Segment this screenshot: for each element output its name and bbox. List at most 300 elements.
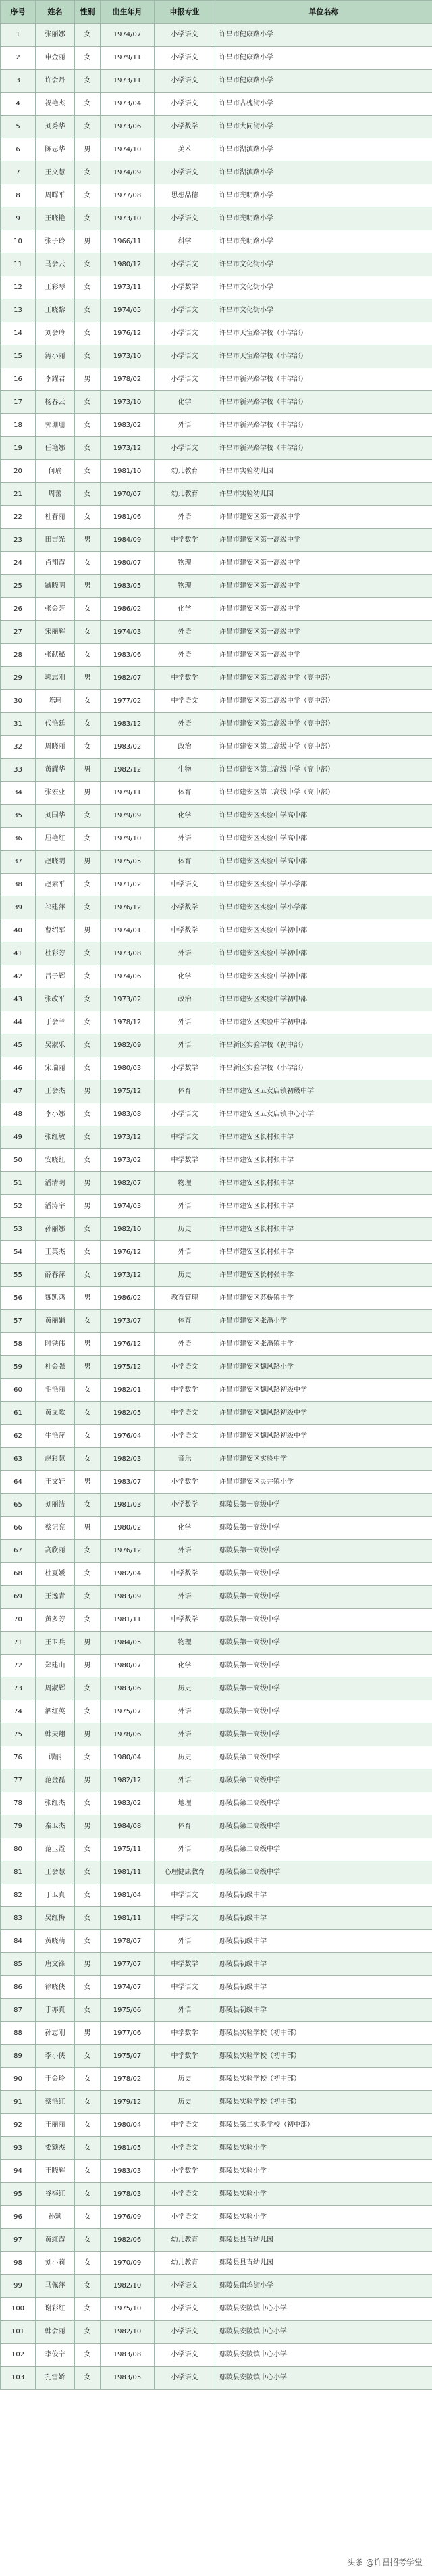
cell-index: 13 <box>1 299 36 322</box>
cell-major: 体育 <box>155 1310 215 1333</box>
cell-name: 张子玲 <box>36 230 75 253</box>
cell-unit: 许昌市建安区第二高级中学（高中部） <box>215 713 432 736</box>
table-row <box>1 2229 432 2252</box>
cell-gender: 女 <box>75 1586 101 1609</box>
cell-gender: 女 <box>75 460 101 483</box>
cell-major: 小学语文 <box>155 47 215 70</box>
cell-unit: 许昌市光明路小学 <box>215 230 432 253</box>
table-row <box>1 1838 432 1861</box>
cell-index: 94 <box>1 2160 36 2183</box>
table-row <box>1 1609 432 1632</box>
cell-gender: 女 <box>75 1241 101 1264</box>
cell-index: 83 <box>1 1907 36 1930</box>
cell-gender: 女 <box>75 345 101 368</box>
cell-birth: 1971/02 <box>101 874 155 896</box>
cell-index: 60 <box>1 1379 36 1402</box>
cell-major: 小学语文 <box>155 253 215 276</box>
table-row <box>1 161 432 184</box>
header-row <box>1 1 432 24</box>
table-row <box>1 598 432 621</box>
cell-unit: 许昌市建安区灵井镇小学 <box>215 1471 432 1494</box>
cell-unit: 鄢陵县实验小学 <box>215 2206 432 2229</box>
header-cell-name: 姓名 <box>36 1 75 24</box>
cell-unit: 许昌市光明路小学 <box>215 184 432 207</box>
cell-major: 中学语文 <box>155 1907 215 1930</box>
cell-birth: 1974/09 <box>101 161 155 184</box>
cell-unit: 鄢陵县安陵镇中心小学 <box>215 2321 432 2344</box>
cell-gender: 女 <box>75 1861 101 1884</box>
cell-unit: 许昌市新兴路学校（中学部） <box>215 437 432 460</box>
cell-birth: 1982/12 <box>101 759 155 782</box>
cell-index: 38 <box>1 874 36 896</box>
cell-major: 小学语文 <box>155 1425 215 1448</box>
cell-gender: 女 <box>75 1540 101 1563</box>
cell-major: 物理 <box>155 1172 215 1195</box>
table-row <box>1 1287 432 1310</box>
cell-index: 64 <box>1 1471 36 1494</box>
cell-index: 42 <box>1 965 36 988</box>
cell-name: 黄红霞 <box>36 2229 75 2252</box>
cell-gender: 男 <box>75 667 101 690</box>
cell-name: 魏凯鸿 <box>36 1287 75 1310</box>
cell-gender: 女 <box>75 1494 101 1517</box>
cell-gender: 男 <box>75 851 101 874</box>
cell-unit: 许昌市建安区实验中学初中部 <box>215 965 432 988</box>
table-row <box>1 1471 432 1494</box>
cell-index: 49 <box>1 1126 36 1149</box>
cell-major: 中学语文 <box>155 1884 215 1907</box>
cell-major: 物理 <box>155 1632 215 1655</box>
cell-gender: 女 <box>75 2275 101 2298</box>
table-row <box>1 1494 432 1517</box>
cell-index: 86 <box>1 1976 36 1999</box>
cell-birth: 1978/12 <box>101 1011 155 1034</box>
cell-birth: 1981/04 <box>101 1884 155 1907</box>
header-cell-unit: 单位名称 <box>215 1 432 24</box>
cell-major: 小学语文 <box>155 2206 215 2229</box>
cell-gender: 男 <box>75 919 101 942</box>
cell-birth: 1970/09 <box>101 2252 155 2275</box>
cell-birth: 1978/02 <box>101 368 155 391</box>
cell-index: 92 <box>1 2114 36 2137</box>
cell-name: 徐晓侠 <box>36 1976 75 1999</box>
cell-name: 蔡艳红 <box>36 2091 75 2114</box>
cell-unit: 许昌市建安区第一高级中学 <box>215 529 432 552</box>
cell-major: 小学语文 <box>155 2183 215 2206</box>
cell-birth: 1983/08 <box>101 1103 155 1126</box>
cell-unit: 许昌市建安区第二高级中学（高中部） <box>215 690 432 713</box>
cell-gender: 女 <box>75 988 101 1011</box>
cell-name: 王晓艳 <box>36 207 75 230</box>
cell-birth: 1981/10 <box>101 460 155 483</box>
cell-name: 孔雪娇 <box>36 2367 75 2390</box>
cell-major: 小学语文 <box>155 322 215 345</box>
cell-gender: 女 <box>75 2229 101 2252</box>
cell-index: 66 <box>1 1517 36 1540</box>
cell-unit: 许昌市建安区第二高级中学（高中部） <box>215 667 432 690</box>
cell-unit: 鄢陵县初级中学 <box>215 1884 432 1907</box>
cell-gender: 女 <box>75 598 101 621</box>
cell-name: 马佩萍 <box>36 2275 75 2298</box>
cell-gender: 男 <box>75 1080 101 1103</box>
cell-unit: 许昌市天宝路学校（小学部） <box>215 345 432 368</box>
cell-gender: 男 <box>75 1723 101 1746</box>
cell-index: 79 <box>1 1815 36 1838</box>
cell-name: 杜彩芳 <box>36 942 75 965</box>
cell-birth: 1973/12 <box>101 437 155 460</box>
table-row <box>1 2298 432 2321</box>
cell-major: 中学语文 <box>155 874 215 896</box>
cell-major: 化学 <box>155 598 215 621</box>
table-row <box>1 276 432 299</box>
cell-index: 55 <box>1 1264 36 1287</box>
cell-name: 酒红英 <box>36 1700 75 1723</box>
cell-major: 中学数学 <box>155 919 215 942</box>
cell-birth: 1983/06 <box>101 644 155 667</box>
cell-major: 心理健康教育 <box>155 1861 215 1884</box>
cell-major: 中学数学 <box>155 1953 215 1976</box>
cell-major: 外语 <box>155 1241 215 1264</box>
cell-birth: 1979/11 <box>101 47 155 70</box>
cell-gender: 女 <box>75 942 101 965</box>
cell-name: 周蕾 <box>36 483 75 506</box>
table-row <box>1 1563 432 1586</box>
cell-unit: 鄢陵县安陵镇中心小学 <box>215 2344 432 2367</box>
cell-index: 80 <box>1 1838 36 1861</box>
cell-gender: 女 <box>75 1057 101 1080</box>
cell-major: 外语 <box>155 828 215 851</box>
cell-major: 化学 <box>155 1517 215 1540</box>
cell-name: 周淑辉 <box>36 1677 75 1700</box>
table-row <box>1 1930 432 1953</box>
cell-index: 5 <box>1 116 36 138</box>
cell-major: 外语 <box>155 1195 215 1218</box>
cell-unit: 许昌市建安区实验中学初中部 <box>215 919 432 942</box>
cell-gender: 女 <box>75 828 101 851</box>
watermark: 头条 @许昌招考学堂 <box>344 2555 425 2569</box>
cell-major: 中学数学 <box>155 667 215 690</box>
cell-gender: 女 <box>75 2183 101 2206</box>
cell-major: 外语 <box>155 1700 215 1723</box>
cell-index: 73 <box>1 1677 36 1700</box>
cell-birth: 1979/12 <box>101 2091 155 2114</box>
table-row <box>1 1907 432 1930</box>
cell-name: 杨春云 <box>36 391 75 414</box>
cell-name: 杜春丽 <box>36 506 75 529</box>
cell-birth: 1973/11 <box>101 276 155 299</box>
cell-gender: 女 <box>75 965 101 988</box>
table-row <box>1 1792 432 1815</box>
cell-gender: 女 <box>75 24 101 47</box>
table-row <box>1 2114 432 2137</box>
cell-birth: 1973/12 <box>101 1126 155 1149</box>
table-row <box>1 2045 432 2068</box>
cell-gender: 女 <box>75 1425 101 1448</box>
cell-gender: 女 <box>75 276 101 299</box>
cell-name: 赵素平 <box>36 874 75 896</box>
cell-gender: 女 <box>75 391 101 414</box>
cell-name: 刘小莉 <box>36 2252 75 2275</box>
cell-birth: 1981/03 <box>101 1494 155 1517</box>
cell-index: 91 <box>1 2091 36 2114</box>
cell-index: 41 <box>1 942 36 965</box>
cell-name: 唐文锋 <box>36 1953 75 1976</box>
cell-unit: 许昌市建安区长村张中学 <box>215 1264 432 1287</box>
cell-major: 小学数学 <box>155 276 215 299</box>
cell-major: 小学语文 <box>155 368 215 391</box>
table-row <box>1 988 432 1011</box>
cell-major: 小学语文 <box>155 1356 215 1379</box>
cell-unit: 许昌市建安区长村张中学 <box>215 1126 432 1149</box>
cell-major: 外语 <box>155 1586 215 1609</box>
cell-gender: 女 <box>75 736 101 759</box>
table-row <box>1 851 432 874</box>
cell-birth: 1980/02 <box>101 1517 155 1540</box>
cell-name: 任艳娜 <box>36 437 75 460</box>
cell-birth: 1983/02 <box>101 1792 155 1815</box>
cell-name: 王逸青 <box>36 1586 75 1609</box>
cell-index: 98 <box>1 2252 36 2275</box>
cell-index: 52 <box>1 1195 36 1218</box>
table-row <box>1 736 432 759</box>
cell-gender: 女 <box>75 1218 101 1241</box>
cell-unit: 鄢陵县初级中学 <box>215 1907 432 1930</box>
cell-unit: 许昌市新兴路学校（中学部） <box>215 368 432 391</box>
cell-unit: 许昌市建安区实验中学初中部 <box>215 942 432 965</box>
cell-unit: 鄢陵县第一高级中学 <box>215 1586 432 1609</box>
table-row <box>1 2137 432 2160</box>
cell-birth: 1978/03 <box>101 2183 155 2206</box>
cell-name: 王文轩 <box>36 1471 75 1494</box>
cell-unit: 许昌市建安区第一高级中学 <box>215 552 432 575</box>
cell-major: 化学 <box>155 965 215 988</box>
cell-unit: 鄢陵县安陵镇中心小学 <box>215 2298 432 2321</box>
table-row <box>1 1310 432 1333</box>
cell-index: 93 <box>1 2137 36 2160</box>
cell-birth: 1982/10 <box>101 2275 155 2298</box>
table-row <box>1 552 432 575</box>
cell-major: 生物 <box>155 759 215 782</box>
cell-name: 祝艳杰 <box>36 93 75 116</box>
cell-gender: 女 <box>75 2206 101 2229</box>
cell-major: 外语 <box>155 644 215 667</box>
cell-name: 潘清明 <box>36 1172 75 1195</box>
cell-name: 赵彩慧 <box>36 1448 75 1471</box>
table-row <box>1 713 432 736</box>
cell-name: 丁卫真 <box>36 1884 75 1907</box>
cell-index: 95 <box>1 2183 36 2206</box>
cell-index: 48 <box>1 1103 36 1126</box>
cell-gender: 女 <box>75 1103 101 1126</box>
cell-birth: 1975/07 <box>101 1700 155 1723</box>
table-row <box>1 828 432 851</box>
cell-index: 28 <box>1 644 36 667</box>
cell-index: 10 <box>1 230 36 253</box>
cell-gender: 女 <box>75 1930 101 1953</box>
cell-name: 张丽娜 <box>36 24 75 47</box>
table-row <box>1 2344 432 2367</box>
cell-gender: 女 <box>75 552 101 575</box>
cell-major: 化学 <box>155 1655 215 1677</box>
header-cell-birth: 出生年月 <box>101 1 155 24</box>
table-row <box>1 1746 432 1769</box>
table-row <box>1 2275 432 2298</box>
cell-birth: 1966/11 <box>101 230 155 253</box>
cell-major: 外语 <box>155 713 215 736</box>
cell-major: 小学语文 <box>155 24 215 47</box>
cell-unit: 鄢陵县初级中学 <box>215 1953 432 1976</box>
cell-index: 87 <box>1 1999 36 2022</box>
table-row <box>1 2206 432 2229</box>
cell-name: 于会玲 <box>36 2068 75 2091</box>
cell-gender: 女 <box>75 874 101 896</box>
cell-index: 30 <box>1 690 36 713</box>
cell-birth: 1984/05 <box>101 1632 155 1655</box>
table-row <box>1 2367 432 2390</box>
table-row <box>1 1884 432 1907</box>
cell-index: 37 <box>1 851 36 874</box>
table-row <box>1 1815 432 1838</box>
cell-index: 71 <box>1 1632 36 1655</box>
cell-birth: 1977/02 <box>101 690 155 713</box>
cell-birth: 1980/12 <box>101 253 155 276</box>
cell-index: 69 <box>1 1586 36 1609</box>
cell-index: 21 <box>1 483 36 506</box>
cell-name: 韩天翔 <box>36 1723 75 1746</box>
cell-unit: 许昌市建安区实验中学 <box>215 1448 432 1471</box>
cell-index: 39 <box>1 896 36 919</box>
cell-unit: 鄢陵县南坞街小学 <box>215 2275 432 2298</box>
cell-index: 77 <box>1 1769 36 1792</box>
cell-unit: 许昌市文化街小学 <box>215 299 432 322</box>
cell-name: 申金丽 <box>36 47 75 70</box>
cell-birth: 1982/06 <box>101 2229 155 2252</box>
cell-unit: 许昌市光明路小学 <box>215 207 432 230</box>
cell-major: 思想品德 <box>155 184 215 207</box>
cell-gender: 女 <box>75 2114 101 2137</box>
cell-index: 100 <box>1 2298 36 2321</box>
cell-index: 6 <box>1 138 36 161</box>
cell-birth: 1979/11 <box>101 782 155 805</box>
cell-birth: 1975/11 <box>101 1838 155 1861</box>
cell-birth: 1974/01 <box>101 919 155 942</box>
cell-gender: 女 <box>75 1379 101 1402</box>
cell-gender: 女 <box>75 2045 101 2068</box>
table-body <box>1 24 432 2390</box>
table-row <box>1 1402 432 1425</box>
cell-major: 小学语文 <box>155 2321 215 2344</box>
cell-index: 32 <box>1 736 36 759</box>
cell-major: 中学数学 <box>155 2022 215 2045</box>
cell-unit: 许昌市建安区长村张中学 <box>215 1149 432 1172</box>
cell-gender: 女 <box>75 70 101 93</box>
cell-name: 于亦真 <box>36 1999 75 2022</box>
cell-major: 科学 <box>155 230 215 253</box>
cell-birth: 1973/11 <box>101 70 155 93</box>
cell-gender: 男 <box>75 1769 101 1792</box>
cell-gender: 女 <box>75 1264 101 1287</box>
table-row <box>1 93 432 116</box>
cell-name: 谢彩红 <box>36 2298 75 2321</box>
cell-name: 周晖平 <box>36 184 75 207</box>
cell-gender: 女 <box>75 207 101 230</box>
cell-unit: 鄢陵县实验学校（初中部） <box>215 2045 432 2068</box>
cell-birth: 1982/01 <box>101 1379 155 1402</box>
cell-gender: 女 <box>75 621 101 644</box>
table-row <box>1 1540 432 1563</box>
cell-major: 物理 <box>155 575 215 598</box>
cell-birth: 1977/06 <box>101 2022 155 2045</box>
cell-index: 25 <box>1 575 36 598</box>
table-row <box>1 414 432 437</box>
table-row <box>1 1517 432 1540</box>
cell-index: 26 <box>1 598 36 621</box>
cell-name: 刘秀华 <box>36 116 75 138</box>
table-row <box>1 1861 432 1884</box>
cell-birth: 1978/06 <box>101 1723 155 1746</box>
cell-birth: 1977/07 <box>101 1953 155 1976</box>
cell-name: 马会云 <box>36 253 75 276</box>
cell-birth: 1976/09 <box>101 2206 155 2229</box>
cell-major: 小学语文 <box>155 345 215 368</box>
cell-gender: 女 <box>75 1011 101 1034</box>
cell-index: 97 <box>1 2229 36 2252</box>
cell-index: 40 <box>1 919 36 942</box>
cell-index: 43 <box>1 988 36 1011</box>
cell-major: 外语 <box>155 621 215 644</box>
cell-gender: 女 <box>75 1563 101 1586</box>
cell-birth: 1975/12 <box>101 1080 155 1103</box>
cell-major: 小学语文 <box>155 1103 215 1126</box>
cell-major: 外语 <box>155 1723 215 1746</box>
table-row <box>1 368 432 391</box>
cell-unit: 许昌市建安区长村张中学 <box>215 1172 432 1195</box>
cell-unit: 许昌市建安区第二高级中学（高中部） <box>215 736 432 759</box>
cell-index: 18 <box>1 414 36 437</box>
cell-index: 3 <box>1 70 36 93</box>
cell-name: 牛艳萍 <box>36 1425 75 1448</box>
cell-major: 小学数学 <box>155 1057 215 1080</box>
cell-birth: 1981/11 <box>101 1907 155 1930</box>
cell-index: 8 <box>1 184 36 207</box>
cell-name: 张红敏 <box>36 1126 75 1149</box>
cell-index: 90 <box>1 2068 36 2091</box>
cell-name: 孙颖 <box>36 2206 75 2229</box>
cell-unit: 许昌市建安区张潘镇中学 <box>215 1333 432 1356</box>
cell-unit: 鄢陵县第二实验学校（初中部） <box>215 2114 432 2137</box>
cell-birth: 1980/04 <box>101 1746 155 1769</box>
cell-gender: 男 <box>75 1172 101 1195</box>
cell-major: 历史 <box>155 2068 215 2091</box>
cell-unit: 鄢陵县实验小学 <box>215 2137 432 2160</box>
cell-unit: 鄢陵县第二高级中学 <box>215 1769 432 1792</box>
cell-birth: 1982/05 <box>101 1402 155 1425</box>
table-row <box>1 1218 432 1241</box>
table-row <box>1 1632 432 1655</box>
table-row <box>1 1333 432 1356</box>
cell-gender: 男 <box>75 1287 101 1310</box>
table-row <box>1 1976 432 1999</box>
cell-name: 田吉光 <box>36 529 75 552</box>
cell-major: 外语 <box>155 1999 215 2022</box>
cell-name: 安晓红 <box>36 1149 75 1172</box>
cell-gender: 女 <box>75 184 101 207</box>
cell-gender: 女 <box>75 2367 101 2390</box>
cell-major: 幼儿教育 <box>155 2252 215 2275</box>
cell-birth: 1982/04 <box>101 1563 155 1586</box>
cell-index: 7 <box>1 161 36 184</box>
cell-gender: 女 <box>75 2160 101 2183</box>
